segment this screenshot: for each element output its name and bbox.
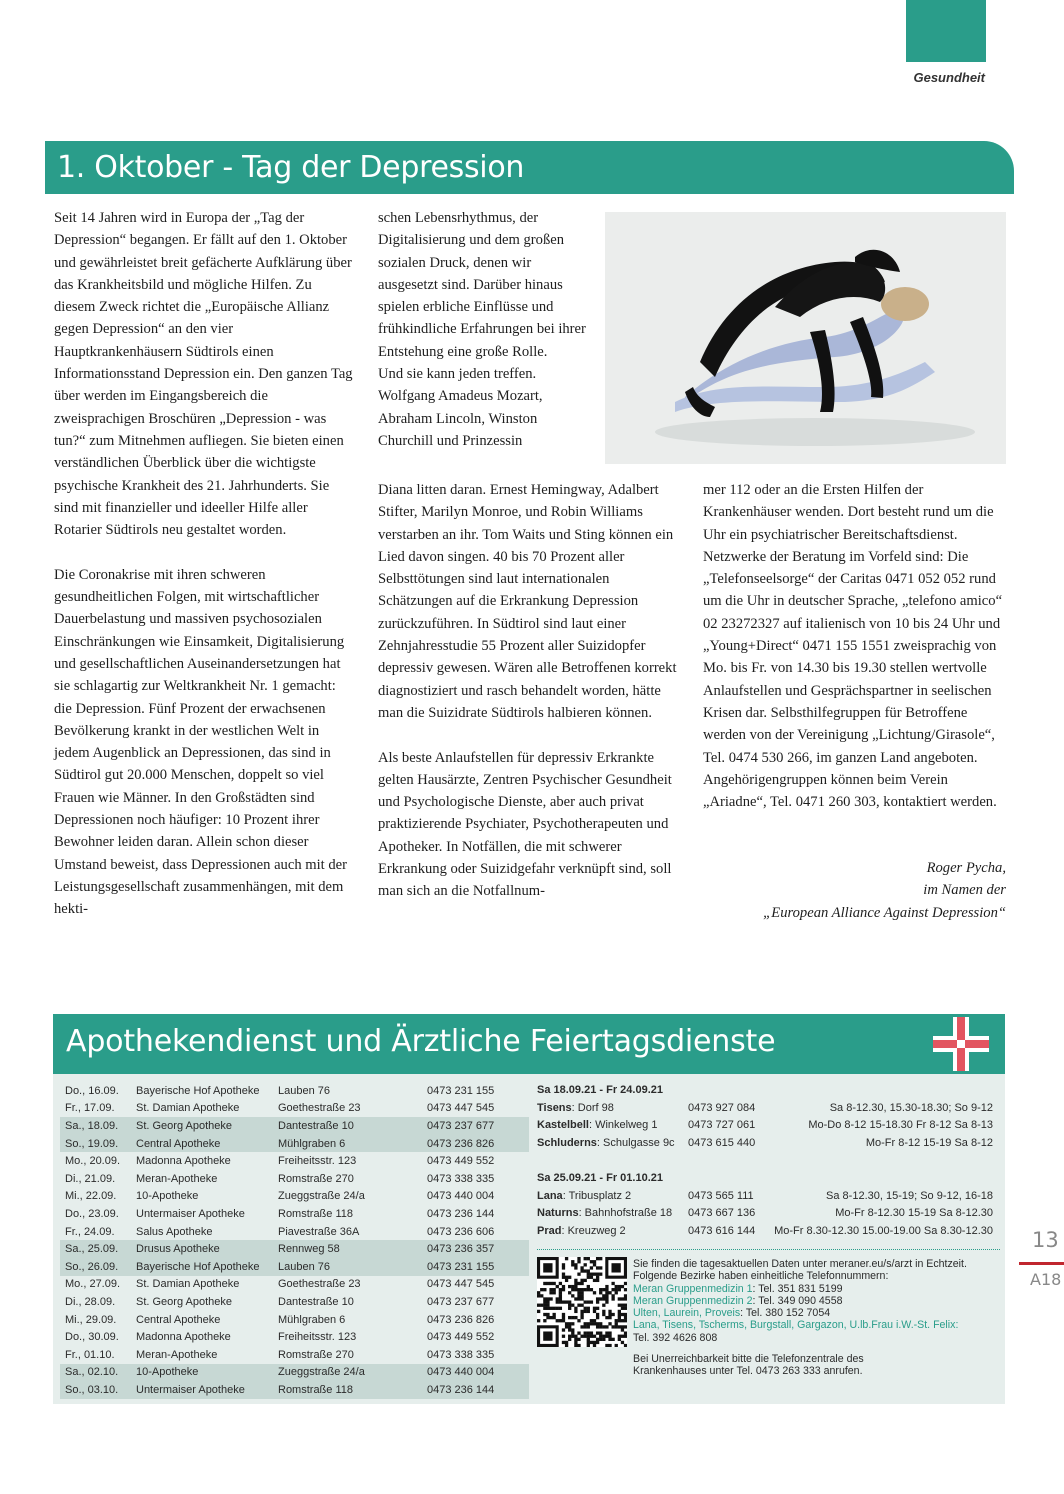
- pharmacy-address: Dantestraße 10: [278, 1295, 354, 1308]
- doctor-duty-row: Kastelbell: Winkelweg 1 0473 727 061 Mo-Do 8-12 15-18.30 Fr 8-12 Sa 8-13: [537, 1119, 993, 1132]
- pharmacy-phone: 0473 236 144: [422, 1381, 529, 1399]
- signature-line: im Namen der: [923, 882, 1006, 899]
- pharmacy-row: [60, 1152, 529, 1170]
- pharmacy-phone: 0473 440 004: [427, 1190, 495, 1203]
- duty-date: Fr., 17.09.: [65, 1102, 115, 1115]
- pharmacy-phone: 0473 449 552: [427, 1331, 495, 1344]
- pharmacy-address: Mühlgraben 6: [273, 1135, 422, 1153]
- duty-date: Mi., 29.09.: [65, 1313, 117, 1326]
- article-paragraph: Diana litten daran. Ernest Hemingway, Adalbert Stifter, Marilyn Monroe, und Robin Williams verstarben an ihr. Tom Waits und Sting können ein Lied davon singen. 40 bis 70 Prozent aller Selbsttötungen sind laut internationalen Schätzungen auf die Erkrankung Depression zurückzuführen. In Südtirol sind laut einer Zehnjahresstudie 55 Prozent aller Suizidopfer depressiv gewesen. Wären alle Betroffenen korrekt diagnostiziert und rasch behandelt worden, hätte man die Suizidrate Südtirols halbieren können.: [378, 482, 677, 721]
- pharmacy-name: Meran-Apotheke: [136, 1172, 218, 1185]
- article-column-2-top: [378, 207, 588, 452]
- pharmacy-phone: 0473 236 826: [427, 1313, 495, 1326]
- pharmacy-phone: 0473 440 004: [422, 1364, 529, 1382]
- page-number: 13: [1032, 1228, 1059, 1252]
- pharmacy-row: [60, 1223, 529, 1241]
- section-label: Gesundheit: [913, 70, 985, 85]
- info-group-2: Meran Gruppenmedizin 2: Tel. 349 090 4558: [633, 1294, 843, 1307]
- pharmacy-phone: 0473 449 552: [427, 1155, 495, 1168]
- pharmacy-name: Drusus Apotheke: [131, 1240, 273, 1258]
- pharmacy-name: Salus Apotheke: [136, 1225, 213, 1238]
- duty-date: Sa., 02.10.: [60, 1364, 131, 1382]
- pharmacy-phone: 0473 237 677: [427, 1295, 495, 1308]
- doctor-duty-week-2: [537, 1170, 993, 1240]
- pharmacy-name: St. Georg Apotheke: [131, 1117, 273, 1135]
- doctor-duty-week-1: [537, 1082, 993, 1152]
- article-paragraph: Die Coronakrise mit ihren schweren gesundheitlichen Folgen, mit wirtschaftlicher Dauerbelastung und massiven psychosozialen Einschränkungen wie Einsamkeit, Digitalisierung und gesellschaftlichen Auseinandersetzungen hat sie schlagartig zur Weltkrankheit Nr. 1 gemacht: die Depression. Fünf Prozent der erwachsenen Bevölkerung krankt in der westlichen Welt in jedem Augenblick an Depressionen, das sind in Südtirol gut 20.000 Menschen, doppelt so viel Frauen wie Männer. In den Großstädten sind Depressionen noch häufiger: 10 Prozent ihrer Bewohner leiden daran. Allein schon dieser Umstand beweist, dass Depressionen auch mit der Leistungsgesellschaft zusammenhängen, mit dem hekti-: [54, 566, 348, 918]
- duty-date: Do., 30.09.: [65, 1331, 119, 1344]
- pharmacy-row: [60, 1293, 529, 1311]
- pharmacy-row: [60, 1135, 529, 1153]
- pharmacy-name: Bayerische Hof Apotheke: [131, 1258, 273, 1276]
- pharmacy-address: Lauben 76: [278, 1084, 330, 1097]
- doctor-info-text: [633, 1258, 1003, 1378]
- info-group-4-tel: Tel. 392 4626 808: [633, 1331, 718, 1344]
- pharmacy-row: [60, 1170, 529, 1188]
- article-signature: [763, 857, 1006, 924]
- doctor-duty-row: Lana: Tribusplatz 2 0473 565 111 Sa 8-12.30, 15-19; So 9-12, 16-18: [537, 1189, 993, 1202]
- duty-date: Mi., 22.09.: [65, 1190, 117, 1203]
- pharmacy-address: Rennweg 58: [273, 1240, 422, 1258]
- doctor-duty-row: Tisens: Dorf 98 0473 927 084 Sa 8-12.30, 15.30-18.30; So 9-12: [537, 1101, 993, 1114]
- article-paragraph: schen Lebensrhythmus, der Digitalisierung und dem großen sozialen Druck, denen wir ausgesetzt sind. Darüber hinaus spielen erbliche Einflüsse und frühkindliche Erfahrungen bei ihrer Entstehung eine große Rolle.: [378, 210, 586, 360]
- pharmacy-phone: 0473 236 144: [427, 1207, 495, 1220]
- duty-date: So., 03.10.: [60, 1381, 131, 1399]
- pharmacy-address: Piavestraße 36A: [278, 1225, 360, 1238]
- info-group-4-label: Lana, Tisens, Tscherms, Burgstall, Gargazon, U.lb.Frau i.W.-St. Felix:: [633, 1319, 959, 1332]
- article-title: 1. Oktober - Tag der Depression: [45, 141, 1014, 194]
- pharmacy-phone: 0473 338 335: [427, 1172, 495, 1185]
- pharmacy-name: Central Apotheke: [131, 1135, 273, 1153]
- pharmacy-row: [60, 1276, 529, 1294]
- duty-date: Do., 23.09.: [65, 1207, 119, 1220]
- pharmacy-name: Central Apotheke: [136, 1313, 221, 1326]
- pharmacy-name: Bayerische Hof Apotheke: [136, 1084, 260, 1097]
- pharmacy-row: [60, 1188, 529, 1206]
- pharmacy-phone: 0473 236 357: [422, 1240, 529, 1258]
- signature-name: Roger Pycha,: [926, 860, 1006, 876]
- pharmacy-address: Goethestraße 23: [278, 1278, 361, 1291]
- pharmacy-address: Romstraße 118: [278, 1207, 353, 1220]
- article-paragraph: Und sie kann jeden treffen. Wolfgang Amadeus Mozart, Abraham Lincoln, Winston Churchill und Prinzessin: [378, 366, 543, 449]
- pharmacy-row: [60, 1205, 529, 1223]
- duty-date: So., 26.09.: [60, 1258, 131, 1276]
- duty-date: Mo., 27.09.: [65, 1278, 121, 1291]
- pharmacy-name: 10-Apotheke: [131, 1364, 273, 1382]
- signature-organisation: „European Alliance Against Depression“: [763, 904, 1006, 921]
- pharmacy-address: Dantestraße 10: [273, 1117, 422, 1135]
- pharmacy-name: St. Damian Apotheke: [136, 1278, 240, 1291]
- article-paragraph: Als beste Anlaufstellen für depressiv Erkrankte gelten Hausärzte, Zentren Psychischer Gesundheit und Psychologische Dienste, aber auch privat praktizierende Psychiater, Psychotherapeuten und Apotheker. In Notfällen, die mit schwerer Erkrankung oder Suizidgefahr verknüpft sind, soll man sich an die Notfallnum-: [378, 749, 672, 900]
- info-line: Folgende Bezirke haben einheitliche Telefonnummern:: [633, 1270, 889, 1283]
- pharmacy-row: [60, 1381, 529, 1399]
- duty-date: Di., 28.09.: [65, 1295, 116, 1308]
- week-heading: Sa 25.09.21 - Fr 01.10.21: [537, 1172, 663, 1184]
- page-number-bar: [1019, 1262, 1064, 1265]
- info-group-3: Ulten, Laurein, Proveis: Tel. 380 152 7054: [633, 1307, 831, 1320]
- pharmacy-row: [60, 1100, 529, 1118]
- pharmacy-address: Lauben 76: [273, 1258, 422, 1276]
- section-tab-marker: [906, 0, 986, 62]
- doctor-duty-row: Schluderns: Schulgasse 9c 0473 615 440 Mo-Fr 8-12 15-19 Sa 8-12: [537, 1136, 993, 1149]
- pharmacy-row: [60, 1328, 529, 1346]
- article-column-1: [54, 207, 354, 921]
- pharmacy-phone: 0473 237 677: [422, 1117, 529, 1135]
- qr-code[interactable]: [537, 1257, 627, 1347]
- pharmacy-name: St. Damian Apotheke: [136, 1102, 240, 1115]
- pharmacy-phone: 0473 231 155: [422, 1258, 529, 1276]
- pharmacy-name: Untermaiser Apotheke: [131, 1381, 273, 1399]
- doctor-duty-row: Prad: Kreuzweg 2 0473 616 144 Mo-Fr 8.30-12.30 15.00-19.00 Sa 8.30-12.30: [537, 1224, 993, 1237]
- duty-date: So., 19.09.: [60, 1135, 131, 1153]
- doctor-duty-row: Naturns: Bahnhofstraße 18 0473 667 136 Mo-Fr 8-12.30 15-19 Sa 8-12.30: [537, 1207, 993, 1220]
- pharmacy-row: [60, 1311, 529, 1329]
- duty-date: Fr., 24.09.: [65, 1225, 115, 1238]
- pharmacy-name: St. Georg Apotheke: [136, 1295, 233, 1308]
- pharmacy-phone: 0473 447 545: [427, 1102, 495, 1115]
- duty-date: Di., 21.09.: [65, 1172, 116, 1185]
- pharmacy-name: Madonna Apotheke: [136, 1155, 231, 1168]
- article-column-3: [703, 479, 1006, 813]
- pharmacy-duty-table: [60, 1082, 529, 1399]
- pharmacy-row: [60, 1240, 529, 1258]
- pharmacy-address: Zueggstraße 24/a: [278, 1190, 365, 1203]
- pharmacy-address: Zueggstraße 24/a: [273, 1364, 422, 1382]
- pharmacy-row: [60, 1364, 529, 1382]
- page-code: A18: [1030, 1270, 1062, 1289]
- pharmacy-row: [60, 1082, 529, 1100]
- info-line: Sie finden die tagesaktuellen Daten unter meraner.eu/s/arzt in Echtzeit.: [633, 1258, 967, 1270]
- dancers-photo-illustration: [605, 212, 1006, 464]
- pharmacy-name: Meran-Apotheke: [136, 1348, 218, 1361]
- info-group-1: Meran Gruppenmedizin 1: Tel. 351 831 5199: [633, 1282, 843, 1295]
- info-footer: Krankenhauses unter Tel. 0473 263 333 anrufen.: [633, 1365, 863, 1378]
- pharmacy-phone: 0473 236 606: [427, 1225, 495, 1238]
- pharmacy-row: [60, 1346, 529, 1364]
- pharmacy-address: Romstraße 118: [273, 1381, 422, 1399]
- duty-date: Fr., 01.10.: [65, 1348, 115, 1361]
- pharmacy-row: [60, 1117, 529, 1135]
- pharmacy-address: Mühlgraben 6: [278, 1313, 346, 1326]
- pharmacy-address: Freiheitsstr. 123: [278, 1155, 357, 1168]
- pharmacy-address: Romstraße 270: [278, 1172, 354, 1185]
- article-column-2-bottom: [378, 479, 683, 903]
- duty-date: Mo., 20.09.: [65, 1155, 121, 1168]
- pharmacy-address: Goethestraße 23: [278, 1102, 361, 1115]
- pharmacy-address: Romstraße 270: [278, 1348, 354, 1361]
- duty-date: Sa., 25.09.: [60, 1240, 131, 1258]
- article-paragraph: Seit 14 Jahren wird in Europa der „Tag der Depression“ begangen. Er fällt auf den 1. Oktober und gewährleistet breit gefächerte Aufklärung über das Krankheitsbild und mögliche Hilfen. Zu diesem Zweck richtet die „Europäische Allianz gegen Depression“ an den vier Hauptkrankenhäusern Südtirols einen Informationsstand Depression ein. Den ganzen Tag über werden im Eingangsbereich die zweisprachigen Broschüren „Depression - was tun?“ zum Mitnehmen aufliegen. Sie bieten einen verständlichen Überblick über die wichtigste psychische Krankheit des 21. Jahrhunderts. Sie sind mit finanzieller und ideeller Hilfe aller Rotarier Südtirols neu gestaltet worden.: [54, 210, 353, 539]
- pharmacy-name: 10-Apotheke: [136, 1190, 199, 1203]
- dotted-divider: [537, 1249, 1000, 1250]
- medical-cross-icon: [933, 1017, 989, 1071]
- pharmacy-name: Untermaiser Apotheke: [136, 1207, 245, 1220]
- duty-date: Do., 16.09.: [65, 1084, 119, 1097]
- pharmacy-section-title: Apothekendienst und Ärztliche Feiertagsdienste: [66, 1024, 776, 1059]
- pharmacy-section-header: [53, 1014, 1005, 1074]
- duty-date: Sa., 18.09.: [60, 1117, 131, 1135]
- week-heading: Sa 18.09.21 - Fr 24.09.21: [537, 1084, 663, 1096]
- pharmacy-name: Madonna Apotheke: [136, 1331, 231, 1344]
- article-paragraph: mer 112 oder an die Ersten Hilfen der Krankenhäuser wenden. Dort besteht rund um die Uhr ein psychiatrischer Bereitschaftsdienst. Netzwerke der Beratung im Vorfeld sind: Die „Telefonseelsorge“ der Caritas 0471 052 052 rund um die Uhr in deutscher Sprache, „telefono amico“ 02 23272327 auf italienisch von 10 bis 24 Uhr und „Young+Direct“ 0471 155 1551 zweisprachig von Mo. bis Fr. von 14.30 bis 19.30 stellen wertvolle Anlaufstellen und Gesprächspartner in seelischen Krisen dar. Selbsthilfegruppen für Betroffene werden von der Vereinigung „Lichtung/Girasole“, Tel. 0474 530 266, im ganzen Land angeboten. Angehörigengruppen können beim Verein „Ariadne“, Tel. 0471 260 303, kontaktiert werden.: [703, 482, 1003, 811]
- pharmacy-phone: 0473 447 545: [427, 1278, 495, 1291]
- pharmacy-row: [60, 1258, 529, 1276]
- pharmacy-phone: 0473 236 826: [422, 1135, 529, 1153]
- pharmacy-phone: 0473 338 335: [427, 1348, 495, 1361]
- info-footer: Bei Unerreichbarkeit bitte die Telefonzentrale des: [633, 1353, 864, 1366]
- article-photo: [605, 212, 1006, 464]
- pharmacy-phone: 0473 231 155: [427, 1084, 495, 1097]
- pharmacy-address: Freiheitsstr. 123: [278, 1331, 357, 1344]
